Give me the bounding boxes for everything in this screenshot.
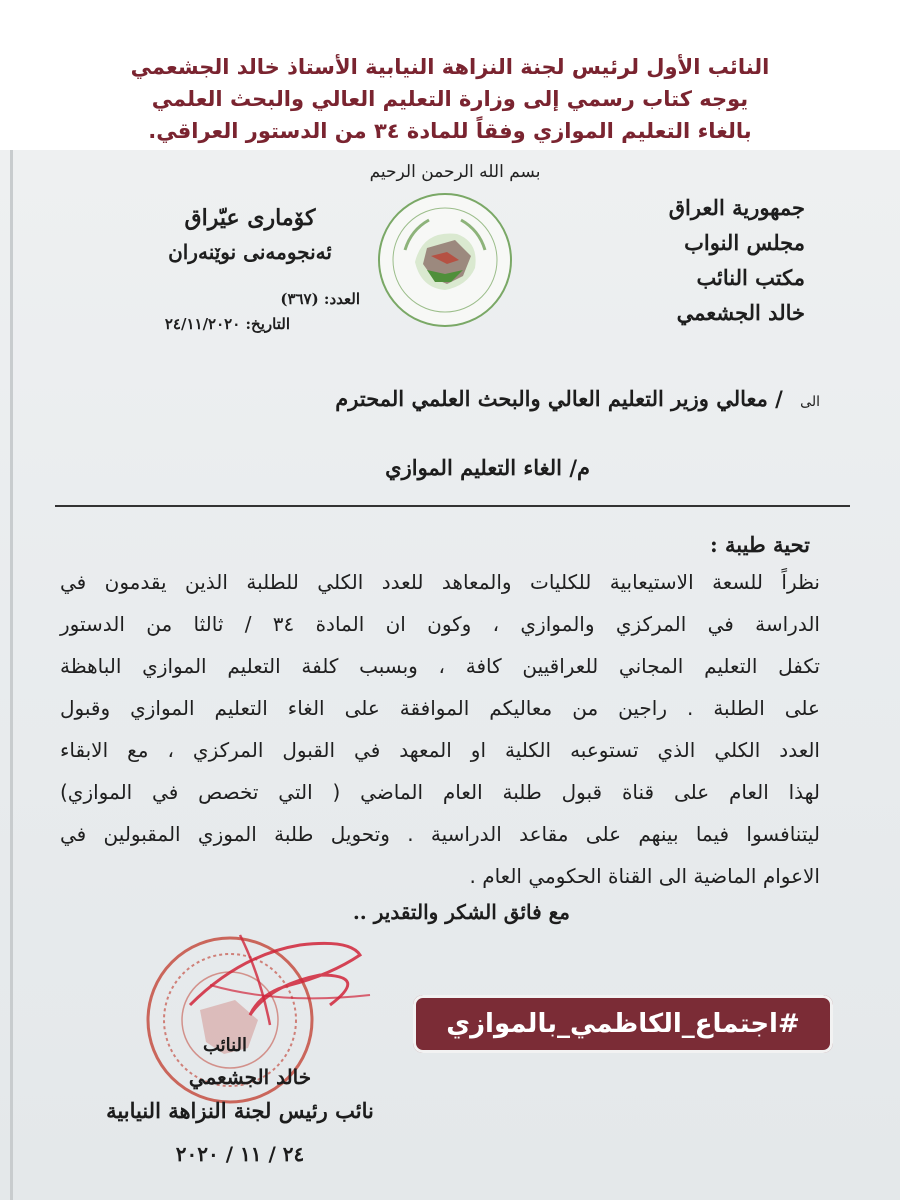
body-line: تكفل التعليم المجاني للعراقيين كافة ، وبسبب كلفة التعليم الموازي الباهظة	[60, 654, 820, 678]
hashtag-sticker	[413, 995, 833, 1053]
letter-number: العدد: (٣٦٧)	[280, 290, 360, 308]
signature-name: خالد الجشعمي	[188, 1065, 312, 1089]
letter-greeting: تحية طيبة :	[709, 532, 810, 557]
letterhead-kurdish-country: كۆمارى عيّراق	[184, 205, 316, 231]
addressee	[180, 386, 820, 411]
addressee-text: / معالي وزير التعليم العالي والبحث العلمي المحترم	[335, 386, 783, 411]
body-line: ليتنافسوا فيما بينهم على مقاعد الدراسية . وتحويل طلبة الموزي المقبولين في	[60, 822, 820, 846]
handwritten-signature	[180, 915, 380, 1035]
hashtag-text: #اجتماع_الكاظمي_بالموازي	[446, 1009, 800, 1039]
letterhead-republic: جمهورية العراق	[668, 195, 805, 220]
basmala: بسم الله الرحمن الرحيم	[369, 162, 541, 182]
parliament-logo	[375, 190, 515, 330]
parliament-seal-icon	[375, 190, 515, 330]
headline-line-3: بالغاء التعليم الموازي وفقاً للمادة ٣٤ من الدستور العراقي.	[148, 119, 752, 143]
signature-title: النائب	[202, 1035, 248, 1056]
letter-subject: م/ الغاء التعليم الموازي	[385, 455, 590, 480]
signature-scribble-icon	[180, 915, 380, 1035]
body-line: العدد الكلي الذي تستوعبه الكلية او المعهد في القبول المركزي ، مع الابقاء	[60, 738, 820, 762]
paper-edge	[10, 150, 13, 1200]
body-line: على الطلبة . راجين من معاليكم الموافقة على الغاء التعليم الموازي وقبول	[60, 696, 820, 720]
headline-banner	[0, 0, 900, 150]
letter-closing: مع فائق الشكر والتقدير ..	[352, 900, 570, 924]
headline-line-1: النائب الأول لرئيس لجنة النزاهة النيابية الأستاذ خالد الجشعمي	[130, 55, 770, 79]
letterhead-office: مكتب النائب	[696, 265, 805, 290]
headline-line-2: يوجه كتاب رسمي إلى وزارة التعليم العالي والبحث العلمي	[151, 87, 749, 111]
letterhead-divider	[55, 505, 850, 507]
body-line: الدراسة في المركزي والموازي ، وكون ان المادة ٣٤ / ثالثا من الدستور	[60, 612, 820, 636]
signature-date: ٢٤ / ١١ / ٢٠٢٠	[175, 1142, 305, 1166]
signature-position: نائب رئيس لجنة النزاهة النيابية	[106, 1098, 374, 1123]
letterhead-parliament: مجلس النواب	[684, 230, 805, 255]
body-line: الاعوام الماضية الى القناة الحكومي العام .	[469, 864, 820, 888]
letterhead-name: خالد الجشعمي	[676, 300, 805, 325]
letterhead-kurdish-parliament: ئەنجومەنى نوێنەران	[168, 240, 332, 264]
body-line: نظراً للسعة الاستيعابية للكليات والمعاهد للعدد الكلي للطلبة الذين يقدمون في	[60, 570, 820, 594]
addressee-prefix: الى	[800, 394, 820, 410]
letter-date: التاريخ: ٢٤/١١/٢٠٢٠	[164, 315, 290, 333]
body-line: لهذا العام على قناة قبول طلبة العام الماضي ( التي تخصص في الموازي)	[60, 780, 820, 804]
